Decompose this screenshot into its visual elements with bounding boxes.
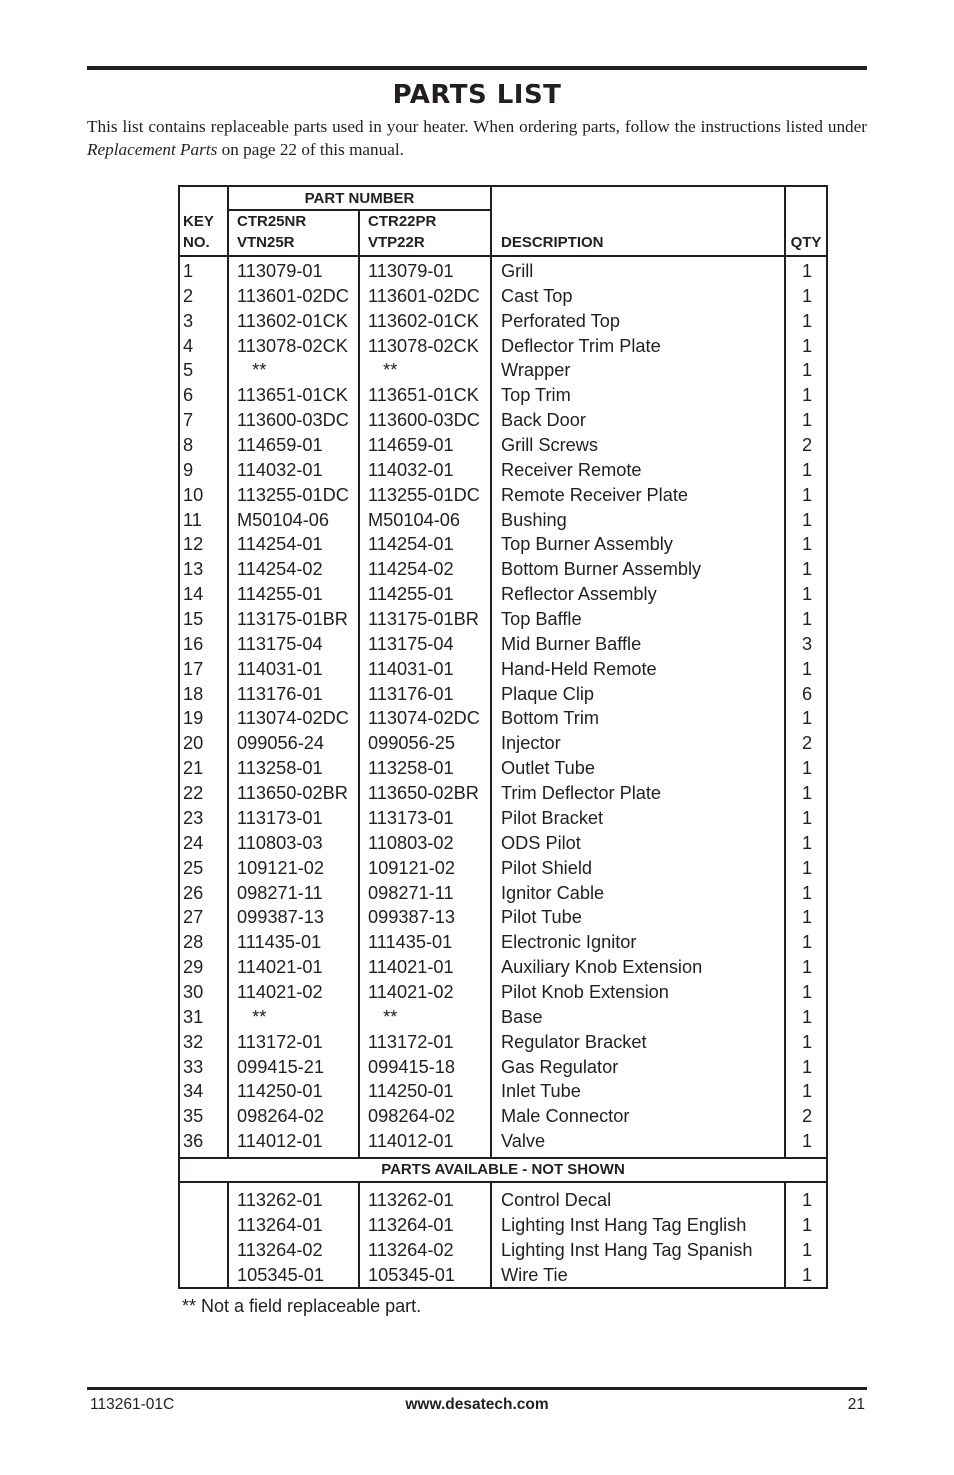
cell-desc: Outlet Tube [501,758,596,779]
cell-key: 33 [183,1056,204,1077]
cell-pn2: ** [368,360,398,381]
cell-key: 24 [183,832,204,853]
cell-qty: 1 [801,957,813,978]
cell-pn2: 099415-18 [368,1056,455,1077]
cell-desc: Pilot Shield [501,857,592,878]
table-row [180,806,826,831]
cell-qty: 1 [801,335,813,356]
cell-pn1: 113175-01BR [237,609,348,630]
cell-qty: 1 [801,509,813,530]
cell-pn1: 113172-01 [237,1031,323,1052]
cell-key: 27 [183,907,204,928]
cell-key: 11 [183,509,202,530]
cell-desc: Male Connector [501,1106,630,1127]
cell-pn2: 114255-01 [368,584,454,605]
header-key-line1: KEY [183,213,214,230]
cell-qty: 1 [801,758,813,779]
cell-key: 10 [183,484,204,505]
cell-pn1: 114659-01 [237,435,323,456]
cell-key: 16 [183,633,204,654]
cell-pn2: 113176-01 [368,683,454,704]
cell-pn1: 114021-02 [237,981,323,1002]
cell-desc: Wire Tie [501,1264,568,1285]
header-model2-line1: CTR22PR [368,213,437,230]
table-row [180,408,826,433]
cell-key: 2 [183,285,194,306]
cell-pn1: 114255-01 [237,584,323,605]
cell-key: 34 [183,1081,204,1102]
cell-qty: 1 [801,1239,813,1260]
table-row [180,334,826,359]
cell-pn1: 113264-02 [237,1239,323,1260]
parts-table [178,185,828,1289]
header-qty: QTY [790,234,822,251]
cell-desc: Lighting Inst Hang Tag Spanish [501,1239,753,1260]
table-row [180,1055,826,1080]
cell-qty: 1 [801,261,813,281]
header-key-line2: NO. [183,234,210,251]
cell-qty: 1 [801,310,813,331]
cell-pn1: 113175-04 [237,633,323,654]
table-row [180,955,826,980]
cell-qty: 1 [801,459,813,480]
intro-text-after: on page 22 of this manual. [217,140,404,159]
cell-pn1: 114254-01 [237,534,323,555]
table-row [180,508,826,533]
cell-pn2: 105345-01 [368,1264,455,1285]
cell-key: 17 [183,658,204,679]
page-title: PARTS LIST [392,80,562,110]
cell-pn2: M50104-06 [368,509,461,530]
cell-pn1: 113600-03DC [237,410,349,431]
cell-desc: Receiver Remote [501,459,642,480]
cell-desc: Remote Receiver Plate [501,484,689,505]
cell-qty: 1 [801,1131,813,1152]
cell-pn1: M50104-06 [237,509,330,530]
cell-pn1: 114012-01 [237,1131,323,1152]
table-row [180,1188,826,1213]
cell-qty: 1 [801,981,813,1002]
cell-key: 4 [183,335,194,356]
cell-desc: Bushing [501,509,567,530]
cell-desc: Deflector Trim Plate [501,335,661,356]
cell-desc: Top Baffle [501,609,582,630]
cell-pn1: ** [237,1006,267,1027]
cell-qty: 1 [801,285,813,306]
cell-desc: ODS Pilot [501,832,581,853]
cell-pn2: 113173-01 [368,807,454,828]
cell-qty: 1 [801,857,813,878]
cell-desc: Control Decal [501,1190,612,1210]
cell-qty: 1 [801,584,813,605]
cell-pn1: 110803-03 [237,832,323,853]
cell-key: 36 [183,1131,204,1152]
table-row [180,433,826,458]
cell-pn2: 098264-02 [368,1106,455,1127]
cell-qty: 1 [801,410,813,431]
cell-pn2: 110803-02 [368,832,454,853]
table-row [180,309,826,334]
cell-key: 13 [183,559,204,580]
cell-desc: Ignitor Cable [501,882,605,903]
cell-desc: Wrapper [501,360,571,381]
table-row [180,657,826,682]
table-row [180,706,826,731]
cell-desc: Top Trim [501,385,571,406]
cell-pn1: 114031-01 [237,658,323,679]
cell-pn2: 113078-02CK [368,335,479,356]
cell-pn2: 113172-01 [368,1031,454,1052]
doc-number: 113261-01C [90,1396,175,1413]
cell-pn1: 099387-13 [237,907,324,928]
cell-qty: 1 [801,658,813,679]
cell-pn1: 113074-02DC [237,708,349,729]
cell-desc: Plaque Clip [501,683,595,704]
cell-pn1: 109121-02 [237,857,324,878]
cell-desc: Auxiliary Knob Extension [501,957,703,978]
table-row [180,1263,826,1288]
cell-pn1: 105345-01 [237,1264,324,1285]
table-row [180,284,826,309]
cell-pn2: 114032-01 [368,459,454,480]
cell-key: 5 [183,360,194,381]
cell-pn1: 113650-02BR [237,783,348,804]
cell-pn2: 113074-02DC [368,708,480,729]
cell-pn2: 113079-01 [368,261,454,281]
cell-key: 30 [183,981,204,1002]
cell-desc: Reflector Assembly [501,584,657,605]
cell-qty: 6 [801,683,813,704]
cell-pn1: 113255-01DC [237,484,349,505]
cell-pn1: 113262-01 [237,1190,323,1210]
table-row [180,980,826,1005]
table-row [180,1213,826,1238]
header-model1-line1: CTR25NR [237,213,307,230]
cell-pn2: 113175-01BR [368,609,479,630]
cell-key: 7 [183,410,194,431]
cell-pn2: 113264-02 [368,1239,454,1260]
cell-qty: 1 [801,1214,813,1235]
cell-qty: 1 [801,1056,813,1077]
cell-key: 21 [183,758,204,779]
cell-pn2: 113651-01CK [368,385,479,406]
cell-pn1: 113176-01 [237,683,323,704]
cell-qty: 2 [801,733,813,754]
cell-key: 3 [183,310,194,331]
cell-desc: Perforated Top [501,310,620,331]
cell-key: 22 [183,783,204,804]
table-row [180,383,826,408]
table-row [180,1129,826,1154]
table-row [180,358,826,383]
cell-qty: 1 [801,559,813,580]
cell-pn2: 114254-01 [368,534,454,555]
cell-qty: 1 [801,1031,813,1052]
cell-qty: 1 [801,385,813,406]
cell-desc: Trim Deflector Plate [501,783,662,804]
cell-pn2: 113262-01 [368,1190,454,1210]
cell-desc: Pilot Bracket [501,807,604,828]
cell-desc: Mid Burner Baffle [501,633,642,654]
cell-pn1: 113258-01 [237,758,323,779]
cell-key: 35 [183,1106,204,1127]
cell-key: 8 [183,435,194,456]
cell-pn1: 111435-01 [237,932,322,953]
table-row [180,1238,826,1263]
cell-key: 1 [183,261,194,281]
cell-desc: Back Door [501,410,586,431]
section-heading-not-shown: PARTS AVAILABLE - NOT SHOWN [381,1161,625,1178]
website-link[interactable]: www.desatech.com [405,1396,549,1413]
intro-text-before: This list contains replaceable parts used in your heater. When ordering parts, follow the instructions listed under [87,117,867,136]
cell-pn2: 113258-01 [368,758,454,779]
table-row [180,607,826,632]
table-row [180,557,826,582]
cell-pn1: 113173-01 [237,807,323,828]
cell-desc: Injector [501,733,561,754]
table-row [180,905,826,930]
cell-pn2: 099387-13 [368,907,455,928]
cell-qty: 1 [801,807,813,828]
cell-desc: Bottom Burner Assembly [501,559,702,580]
table-row [180,781,826,806]
cell-key: 26 [183,882,204,903]
cell-key: 6 [183,385,194,406]
cell-key: 20 [183,733,204,754]
cell-qty: 1 [801,907,813,928]
table-row [180,632,826,657]
cell-pn1: 114254-02 [237,559,323,580]
table-row [180,831,826,856]
cell-pn2: 114250-01 [368,1081,454,1102]
cell-pn1: 114021-01 [237,957,323,978]
cell-pn1: 098264-02 [237,1106,324,1127]
footnote: ** Not a field replaceable part. [182,1296,422,1316]
cell-pn1: 113602-01CK [237,310,348,331]
header-model1-line2: VTN25R [237,234,295,251]
cell-pn2: 114012-01 [368,1131,454,1152]
cell-qty: 1 [801,609,813,630]
cell-pn1: 113264-01 [237,1214,323,1235]
table-row [180,1079,826,1104]
cell-key: 32 [183,1031,204,1052]
cell-pn1: 114250-01 [237,1081,323,1102]
cell-pn2: 114021-01 [368,957,454,978]
cell-pn2: 098271-11 [368,882,454,903]
cell-pn2: 113602-01CK [368,310,479,331]
cell-desc: Pilot Knob Extension [501,981,669,1002]
cell-desc: Top Burner Assembly [501,534,673,555]
cell-pn2: 113255-01DC [368,484,480,505]
cell-pn1: ** [237,360,267,381]
cell-pn2: 113601-02DC [368,285,480,306]
cell-pn2: 109121-02 [368,857,455,878]
cell-qty: 1 [801,882,813,903]
cell-pn1: 113601-02DC [237,285,349,306]
cell-desc: Inlet Tube [501,1081,581,1102]
cell-desc: Regulator Bracket [501,1031,647,1052]
table-row [180,731,826,756]
table-row [180,1104,826,1129]
cell-key: 18 [183,683,204,704]
cell-desc: Valve [501,1131,546,1152]
cell-desc: Pilot Tube [501,907,582,928]
cell-pn2: 113175-04 [368,633,454,654]
cell-pn1: 113078-02CK [237,335,348,356]
cell-qty: 2 [801,1106,813,1127]
header-description: DESCRIPTION [501,234,604,251]
cell-pn1: 099415-21 [237,1056,324,1077]
table-row [180,1005,826,1030]
table-row [180,682,826,707]
cell-key: 19 [183,708,204,729]
top-rule [87,66,867,70]
cell-pn2: 114031-01 [368,658,454,679]
cell-pn2: 114659-01 [368,435,454,456]
cell-desc: Base [501,1006,543,1027]
table-row [180,532,826,557]
cell-qty: 1 [801,708,813,729]
cell-key: 15 [183,609,204,630]
header-model2-line2: VTP22R [368,234,425,251]
cell-key: 28 [183,932,204,953]
table-row [180,856,826,881]
cell-pn1: 098271-11 [237,882,323,903]
cell-pn1: 114032-01 [237,459,323,480]
cell-key: 23 [183,807,204,828]
cell-desc: Lighting Inst Hang Tag English [501,1214,747,1235]
cell-pn2: 099056-25 [368,733,455,754]
cell-qty: 1 [801,1264,813,1285]
bottom-rule [87,1387,867,1390]
cell-key: 31 [183,1006,204,1027]
table-divider-header [180,255,826,257]
table-row [180,881,826,906]
page-number: 21 [847,1396,865,1413]
cell-qty: 1 [801,1190,813,1210]
cell-desc: Grill [501,261,534,281]
cell-pn1: 099056-24 [237,733,324,754]
cell-desc: Electronic Ignitor [501,932,637,953]
cell-qty: 1 [801,832,813,853]
cell-desc: Gas Regulator [501,1056,619,1077]
cell-qty: 1 [801,932,813,953]
header-part-number: PART NUMBER [304,190,415,207]
table-row [180,483,826,508]
cell-pn2: 113650-02BR [368,783,479,804]
intro-text-emphasis: Replacement Parts [87,140,218,159]
cell-pn1: 113079-01 [237,261,323,281]
cell-key: 12 [183,534,204,555]
table-row [180,930,826,955]
table-row [180,582,826,607]
intro-paragraph [87,115,867,161]
cell-pn2: 114254-02 [368,559,454,580]
cell-key: 25 [183,857,204,878]
table-row [180,458,826,483]
cell-pn2: ** [368,1006,398,1027]
cell-qty: 2 [801,435,813,456]
cell-qty: 1 [801,484,813,505]
cell-desc: Bottom Trim [501,708,600,729]
cell-qty: 1 [801,1006,813,1027]
cell-desc: Hand-Held Remote [501,658,657,679]
cell-desc: Grill Screws [501,435,599,456]
cell-qty: 1 [801,360,813,381]
cell-qty: 1 [801,1081,813,1102]
cell-qty: 1 [801,783,813,804]
cell-qty: 1 [801,534,813,555]
table-row [180,259,826,284]
cell-desc: Cast Top [501,285,573,306]
cell-qty: 3 [801,633,813,654]
table-row [180,1030,826,1055]
cell-key: 14 [183,584,204,605]
cell-pn1: 113651-01CK [237,385,348,406]
table-row [180,756,826,781]
cell-pn2: 113600-03DC [368,410,480,431]
cell-key: 9 [183,459,194,480]
cell-key: 29 [183,957,204,978]
cell-pn2: 114021-02 [368,981,454,1002]
table-divider-section-bottom [180,1181,826,1183]
cell-pn2: 113264-01 [368,1214,454,1235]
cell-pn2: 111435-01 [368,932,453,953]
